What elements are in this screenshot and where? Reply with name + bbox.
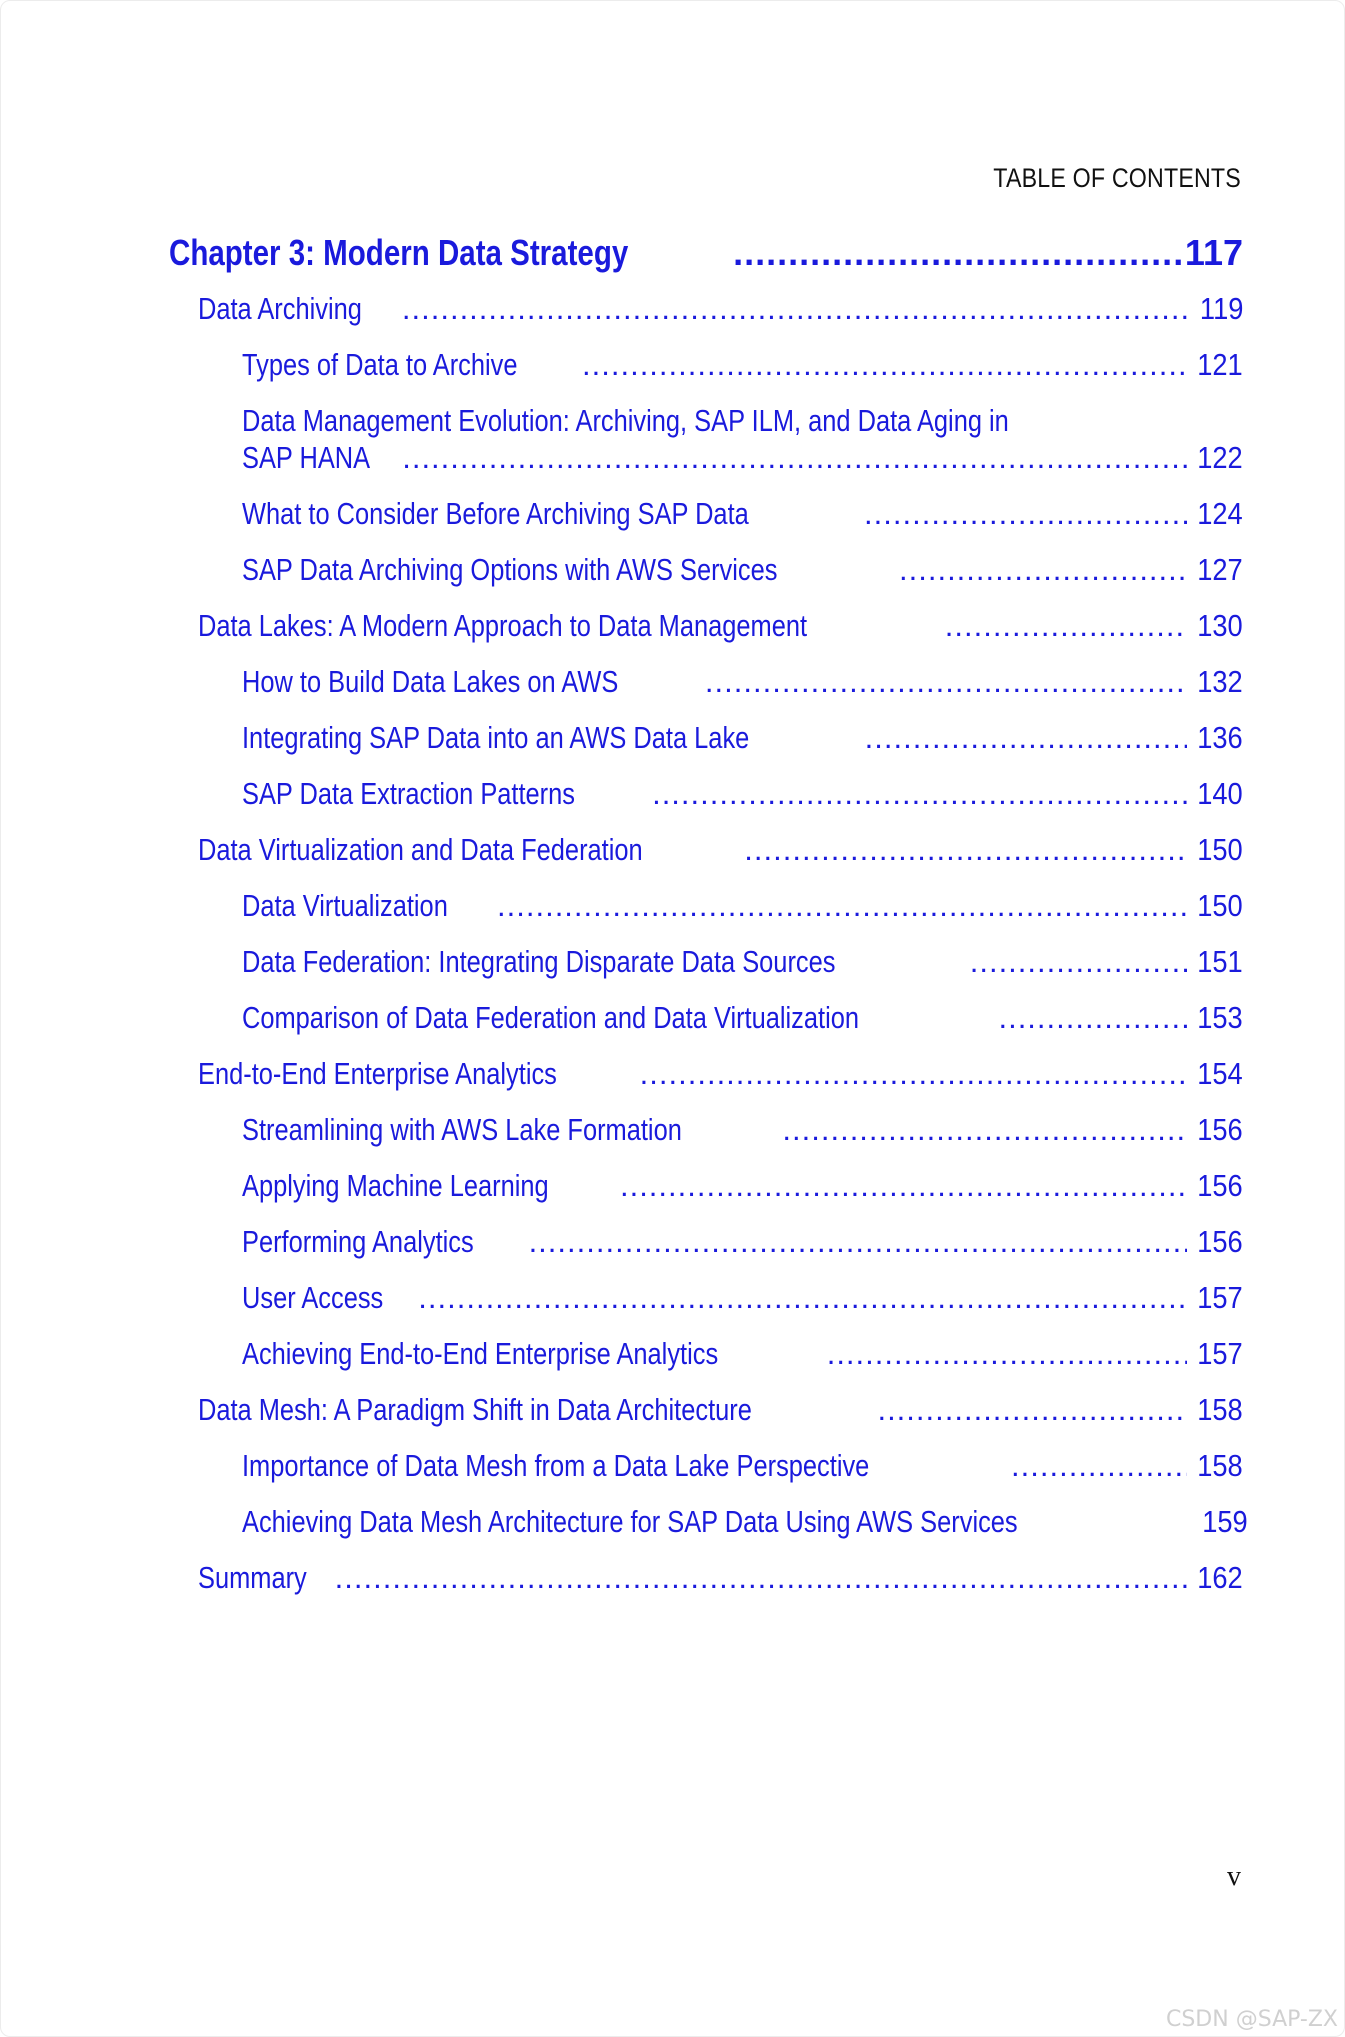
- dot-leader: [620, 1167, 1187, 1204]
- page-number-roman: v: [1227, 1861, 1241, 1892]
- entry-title: Applying Machine Learning: [242, 1168, 549, 1203]
- entry-title: SAP HANA: [242, 440, 371, 475]
- toc-entry[interactable]: [169, 775, 1243, 812]
- entry-title: Achieving End-to-End Enterprise Analytics: [242, 1336, 719, 1371]
- dot-leader: [582, 346, 1187, 383]
- entry-page-number: 121: [1197, 347, 1243, 382]
- dot-leader: [402, 290, 1190, 327]
- entry-title: Integrating SAP Data into an AWS Data Lake: [242, 720, 750, 755]
- entry-title-line1: Data Management Evolution: Archiving, SAP ILM, and Data Aging in: [242, 403, 1009, 438]
- toc-chapter-entry[interactable]: [169, 234, 1243, 271]
- entry-page-number: 158: [1197, 1448, 1243, 1483]
- toc-entry[interactable]: [169, 719, 1243, 756]
- dot-leader: [782, 1111, 1187, 1148]
- entry-title: Comparison of Data Federation and Data Virtualization: [242, 1000, 860, 1035]
- entry-page-number: 151: [1197, 944, 1243, 979]
- dot-leader: [1011, 1447, 1187, 1484]
- watermark: CSDN @SAP-ZX: [1165, 2007, 1338, 2032]
- toc-entry[interactable]: [169, 607, 1243, 644]
- entry-title: What to Consider Before Archiving SAP Data: [242, 496, 749, 531]
- entry-page-number: 150: [1197, 832, 1243, 867]
- entry-page-number: 122: [1197, 440, 1243, 475]
- toc-entry[interactable]: [169, 1503, 1248, 1540]
- entry-title: Data Virtualization: [242, 888, 448, 923]
- entry-page-number: 132: [1197, 664, 1243, 699]
- entry-page-number: 158: [1197, 1392, 1243, 1427]
- entry-title: Importance of Data Mesh from a Data Lake Perspective: [242, 1448, 870, 1483]
- entry-page-number: 119: [1199, 291, 1243, 326]
- toc-entry[interactable]: [169, 1167, 1243, 1204]
- entry-title: Data Virtualization and Data Federation: [198, 832, 643, 867]
- dot-leader: [744, 831, 1187, 868]
- dot-leader: [402, 439, 1187, 476]
- toc-entry[interactable]: [169, 1335, 1243, 1372]
- entry-page-number: 136: [1197, 720, 1243, 755]
- entry-title: How to Build Data Lakes on AWS: [242, 664, 619, 699]
- dot-leader: [865, 719, 1188, 756]
- entry-title: Types of Data to Archive: [242, 347, 518, 382]
- toc-entry[interactable]: [169, 346, 1243, 383]
- toc-entry[interactable]: [169, 999, 1243, 1036]
- entry-title: Performing Analytics: [242, 1224, 474, 1259]
- dot-leader: [945, 607, 1188, 644]
- toc-entry[interactable]: [169, 887, 1243, 924]
- toc-entry[interactable]: [169, 402, 1243, 476]
- toc-entry[interactable]: [169, 1055, 1243, 1092]
- dot-leader: [497, 887, 1187, 924]
- toc-entry[interactable]: [169, 495, 1243, 532]
- entry-page-number: 154: [1197, 1056, 1243, 1091]
- dot-leader: [418, 1279, 1187, 1316]
- toc-entry[interactable]: [169, 1223, 1243, 1260]
- entry-title: Streamlining with AWS Lake Formation: [242, 1112, 682, 1147]
- entry-title: Data Lakes: A Modern Approach to Data Management: [198, 608, 808, 643]
- toc-entry[interactable]: [169, 1279, 1243, 1316]
- toc-entry[interactable]: [169, 1111, 1243, 1148]
- entry-title: Summary: [198, 1560, 307, 1595]
- entry-page-number: 153: [1197, 1000, 1243, 1035]
- entry-page-number: 130: [1197, 608, 1243, 643]
- toc-entry[interactable]: [169, 943, 1243, 980]
- entry-page-number: 159: [1202, 1504, 1248, 1539]
- toc-entry[interactable]: [169, 290, 1243, 327]
- entry-title: SAP Data Extraction Patterns: [242, 776, 575, 811]
- entry-page-number: 157: [1197, 1336, 1243, 1371]
- dot-leader: [899, 551, 1187, 588]
- entry-title: User Access: [242, 1280, 384, 1315]
- dot-leader: [640, 1055, 1188, 1092]
- dot-leader: [705, 663, 1187, 700]
- entry-title: Data Mesh: A Paradigm Shift in Data Architecture: [198, 1392, 752, 1427]
- toc-entry[interactable]: [169, 1391, 1243, 1428]
- entry-title: End-to-End Enterprise Analytics: [198, 1056, 557, 1091]
- dot-leader: [864, 495, 1187, 532]
- entry-page-number: 150: [1197, 888, 1243, 923]
- toc-entry[interactable]: [169, 551, 1243, 588]
- entry-page-number: 162: [1197, 1560, 1243, 1595]
- running-header: TABLE OF CONTENTS: [993, 163, 1241, 193]
- entry-page-number: 157: [1197, 1280, 1243, 1315]
- dot-leader: [335, 1559, 1188, 1596]
- entry-page-number: 127: [1197, 552, 1243, 587]
- entry-title: Data Archiving: [198, 291, 362, 326]
- chapter-page-number: 117: [1184, 232, 1243, 273]
- entry-page-number: 156: [1197, 1224, 1243, 1259]
- dot-leader: [877, 1391, 1187, 1428]
- toc-entry[interactable]: [169, 1559, 1243, 1596]
- toc-entry[interactable]: [169, 1447, 1243, 1484]
- entry-title: Achieving Data Mesh Architecture for SAP Data Using AWS Services: [242, 1504, 1018, 1539]
- entry-page-number: 156: [1197, 1112, 1243, 1147]
- dot-leader: [529, 1223, 1188, 1260]
- dot-leader: [652, 775, 1187, 812]
- entry-title: SAP Data Archiving Options with AWS Services: [242, 552, 778, 587]
- dot-leader: [827, 1335, 1188, 1372]
- dot-leader: [733, 234, 1181, 271]
- entry-page-number: 140: [1197, 776, 1243, 811]
- dot-leader: [998, 999, 1187, 1036]
- entry-page-number: 124: [1197, 496, 1243, 531]
- chapter-title: Chapter 3: Modern Data Strategy: [169, 232, 629, 273]
- entry-title: Data Federation: Integrating Disparate Data Sources: [242, 944, 836, 979]
- toc-entry[interactable]: [169, 831, 1243, 868]
- dot-leader: [970, 943, 1188, 980]
- entry-page-number: 156: [1197, 1168, 1243, 1203]
- table-of-contents: [169, 232, 1248, 1596]
- toc-entry[interactable]: [169, 663, 1243, 700]
